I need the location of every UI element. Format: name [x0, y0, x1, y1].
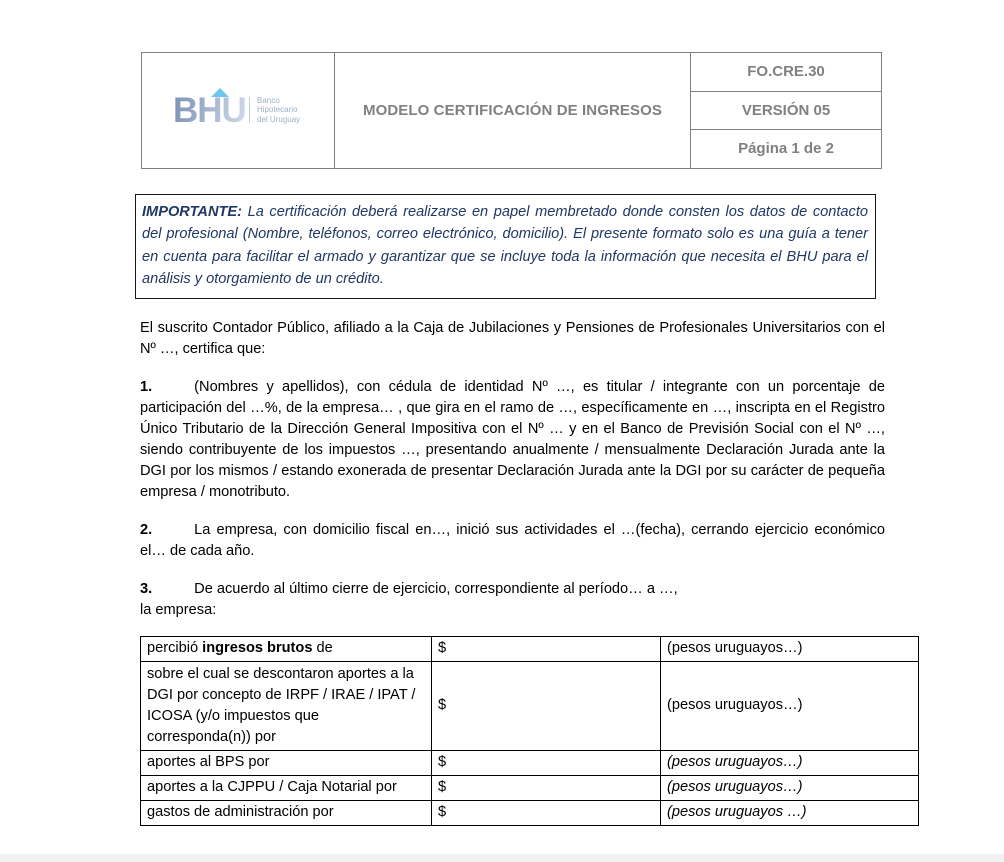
bhu-tagline-line-2: Hipotecario [257, 105, 298, 115]
item-3-text-line-2: la empresa: [140, 601, 217, 618]
row-label [141, 750, 432, 775]
row-label-pre: aportes al BPS por [147, 753, 270, 770]
row-label-bold: ingresos brutos [202, 639, 313, 656]
table-row [141, 775, 919, 800]
bhu-tagline-line-3: del Uruguay [257, 114, 301, 124]
amounts-table-body [141, 636, 919, 825]
bhu-logo-tagline [257, 96, 300, 125]
important-notice-label: IMPORTANTE: [142, 203, 242, 220]
important-notice-text [142, 201, 868, 291]
row-currency-note: (pesos uruguayos …) [661, 800, 919, 825]
row-label-pre: gastos de administración por [147, 803, 334, 820]
document-code: FO.CRE.30 [691, 53, 882, 92]
table-row [141, 636, 919, 661]
row-amount-field[interactable]: $ [432, 636, 661, 661]
paragraph-item-1 [140, 377, 885, 503]
row-amount-field[interactable]: $ [432, 800, 661, 825]
page-content [140, 52, 885, 826]
row-label-pre: sobre el cual se descontaron aportes a la DGI por concepto de IRPF / IRAE / IPAT / ICOSA (y/o impuestos que corresponda(n)) por [147, 665, 416, 745]
paragraph-item-3 [140, 579, 885, 621]
bhu-logo [173, 85, 303, 131]
row-label-pre: percibió [147, 639, 203, 656]
bhu-tagline-line-1: Banco [257, 95, 280, 105]
document-page-number: Página 1 de 2 [691, 130, 882, 169]
row-currency-note: (pesos uruguayos…) [661, 636, 919, 661]
row-amount-field[interactable]: $ [432, 661, 661, 750]
paragraph-item-2 [140, 520, 885, 562]
row-label [141, 775, 432, 800]
document-version: VERSIÓN 05 [691, 91, 882, 130]
row-currency-note: (pesos uruguayos…) [661, 775, 919, 800]
document-title: MODELO CERTIFICACIÓN DE INGRESOS [335, 53, 691, 169]
item-1-text: (Nombres y apellidos), con cédula de identidad Nº …, es titular / integrante con un porcentaje de participación del …%, de la empresa… , que gira en el ramo de …, específicamente en …, inscripta en el Registro Único Tributario de la Dirección General Impositiva con el Nº … y en el Banco de Previsión Social con el Nº …, siendo contribuyente de los impuestos …, presentando anualmente / mensualmente Declaración Jurada ante la DGI por los mismos / estando exonerada de presentar Declaración Jurada ante la DGI por su carácter de pequeña empresa / monotributo. [140, 378, 885, 500]
document-body [140, 318, 885, 826]
row-label-post: de [312, 639, 333, 656]
item-3-number: 3. [140, 580, 153, 597]
row-label [141, 800, 432, 825]
paragraph-intro: El suscrito Contador Público, afiliado a la Caja de Jubilaciones y Pensiones de Profesionales Universitarios con el Nº …, certifica que: [140, 319, 885, 357]
document-header-table [141, 52, 882, 169]
row-label [141, 636, 432, 661]
bhu-roof-caret-icon [211, 88, 229, 97]
item-1-number: 1. [140, 378, 153, 395]
row-amount-field[interactable]: $ [432, 750, 661, 775]
important-notice-box [135, 194, 876, 299]
item-2-number: 2. [140, 521, 153, 538]
row-amount-field[interactable]: $ [432, 775, 661, 800]
row-label-pre: aportes a la CJPPU / Caja Notarial por [147, 778, 397, 795]
row-label [141, 661, 432, 750]
item-3-text: De acuerdo al último cierre de ejercicio, correspondiente al período… a …, [194, 580, 678, 597]
table-row [141, 661, 919, 750]
table-row [141, 800, 919, 825]
important-notice-body: La certificación deberá realizarse en papel membretado donde consten los datos de contacto del profesional (Nombre, teléfonos, correo electrónico, domicilio). El presente formato solo es una guía a tener en cuenta para facilitar el armado y garantizar que se incluye toda la información que necesita el BHU para el análisis y otorgamiento de un crédito. [142, 203, 868, 288]
row-currency-note: (pesos uruguayos…) [661, 750, 919, 775]
header-logo-cell [142, 53, 335, 169]
item-2-text: La empresa, con domicilio fiscal en…, inició sus actividades el …(fecha), cerrando ejercicio económico el… de cada año. [140, 521, 885, 559]
logo-divider [249, 97, 250, 123]
table-row [141, 750, 919, 775]
bhu-logo-mark: BHU [173, 90, 246, 130]
row-currency-note: (pesos uruguayos…) [661, 661, 919, 750]
amounts-table [140, 636, 919, 826]
